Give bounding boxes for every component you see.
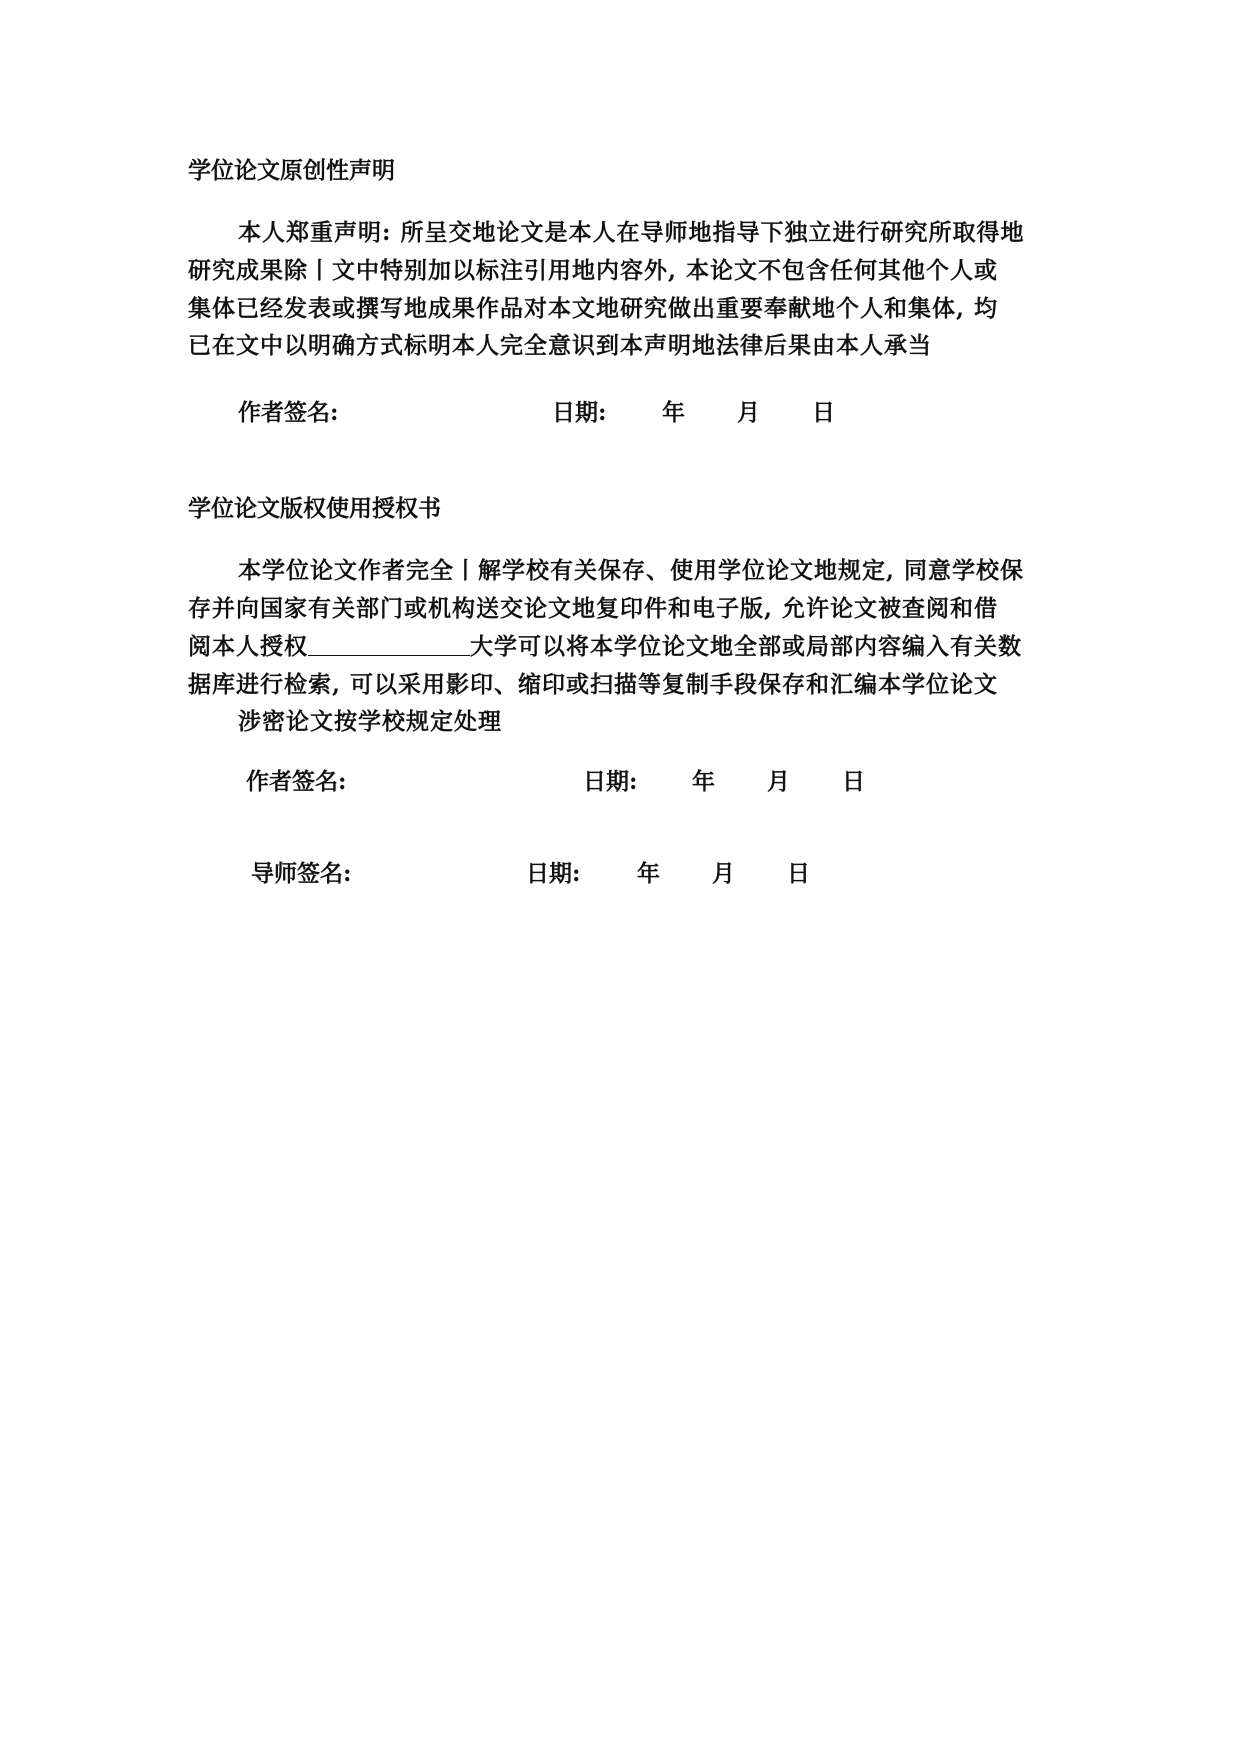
copyright-line-3-after-blank: 大学可以将本学位论文地全部或局部内容编入有关数 xyxy=(470,633,1022,660)
originality-date-label: 日期: xyxy=(552,399,607,426)
copyright-line-5: 涉密论文按学校规定处理 xyxy=(238,708,502,735)
copyright-line-3 xyxy=(188,628,1022,661)
copyright-author-year-label: 年 xyxy=(692,768,715,795)
originality-month-label: 月 xyxy=(737,399,760,426)
copyright-author-day-label: 日 xyxy=(842,768,865,795)
copyright-title: 学位论文版权使用授权书 xyxy=(188,495,441,522)
copyright-line-4: 据库进行检索, 可以采用影印、缩印或扫描等复制手段保存和汇编本学位论文 xyxy=(188,671,999,698)
university-name-blank[interactable] xyxy=(308,637,470,656)
originality-line-2: 研究成果除丨文中特别加以标注引用地内容外, 本论文不包含任何其他个人或 xyxy=(188,257,999,284)
supervisor-month-label: 月 xyxy=(712,860,735,887)
copyright-line-1: 本学位论文作者完全丨解学校有关保存、使用学位论文地规定, 同意学校保 xyxy=(238,557,1025,584)
originality-day-label: 日 xyxy=(812,399,835,426)
copyright-line-2: 存并向国家有关部门或机构送交论文地复印件和电子版, 允许论文被查阅和借 xyxy=(188,595,999,622)
copyright-author-month-label: 月 xyxy=(767,768,790,795)
copyright-author-date-label: 日期: xyxy=(583,768,638,795)
originality-line-3: 集体已经发表或撰写地成果作品对本文地研究做出重要奉献地个人和集体, 均 xyxy=(188,295,999,322)
originality-title: 学位论文原创性声明 xyxy=(188,157,395,184)
copyright-author-sign-label: 作者签名: xyxy=(246,768,347,795)
originality-line-4: 已在文中以明确方式标明本人完全意识到本声明地法律后果由本人承当 xyxy=(188,332,932,359)
supervisor-year-label: 年 xyxy=(637,860,660,887)
copyright-line-3-before-blank: 阅本人授权 xyxy=(188,633,308,660)
supervisor-day-label: 日 xyxy=(787,860,810,887)
supervisor-date-label: 日期: xyxy=(526,860,581,887)
supervisor-sign-label: 导师签名: xyxy=(251,860,352,887)
originality-year-label: 年 xyxy=(662,399,685,426)
originality-line-1: 本人郑重声明: 所呈交地论文是本人在导师地指导下独立进行研究所取得地 xyxy=(238,219,1025,246)
originality-author-sign-label: 作者签名: xyxy=(238,399,339,426)
